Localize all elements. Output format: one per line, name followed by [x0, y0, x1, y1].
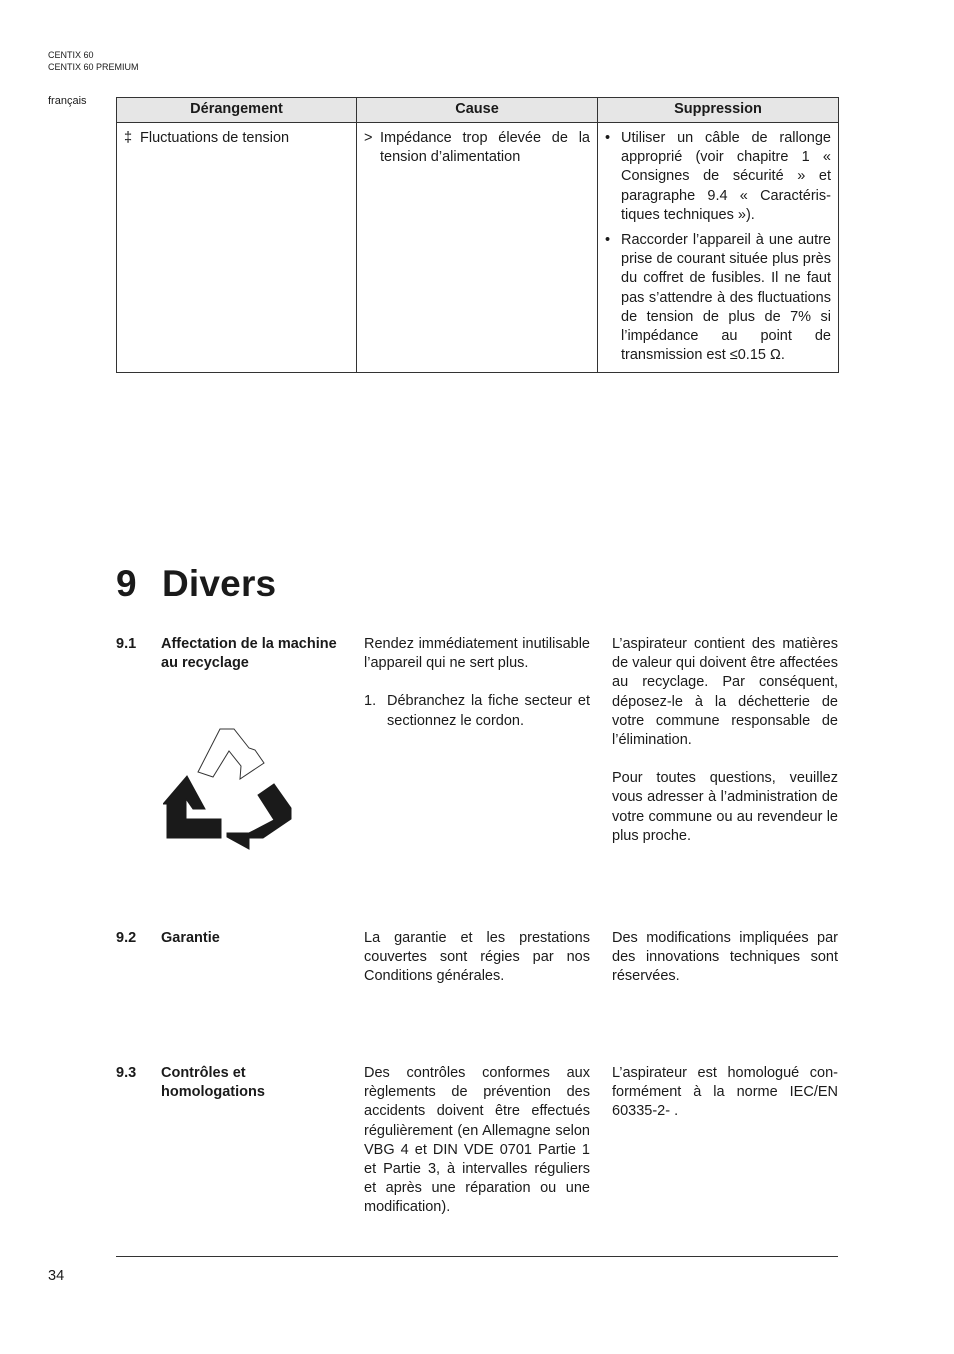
remedy-text: Raccorder l’appareil à une autre prise de courant située plus près du coffret de fusibles. Il ne faut pas s’attendre à des fluctuations de tension de plus de 7% si l’impédance au point de transmission est ≤0.15 Ω.	[621, 232, 831, 364]
fault-cell	[117, 123, 357, 373]
header-cause: Cause	[357, 98, 598, 123]
paragraph: L’aspirateur contient des matières de valeur qui doivent être affectées au recyclage. Par conséquent, déposez-le à la déchetterie de votre commune responsable de l’élimination.	[612, 636, 838, 749]
page-number: 34	[48, 1268, 65, 1284]
intro-paragraph: Rendez immédiatement inutilisable l’appareil qui ne sert plus.	[364, 636, 590, 672]
troubleshooting-table	[116, 97, 839, 373]
model-name-premium: CENTIX 60 PREMIUM	[48, 62, 139, 72]
footer-divider	[116, 1256, 838, 1257]
chapter-title: Divers	[162, 563, 277, 604]
chapter-number: 9	[116, 563, 137, 604]
paragraph: Pour toutes questions, veuillez vous adresser à l’administration de votre commune ou au revendeur le plus proche.	[612, 770, 838, 844]
header-fault: Dérangement	[117, 98, 357, 123]
model-name: CENTIX 60	[48, 50, 94, 60]
document-header	[48, 49, 139, 73]
list-item	[605, 129, 831, 225]
section-number: 9.1	[116, 636, 137, 652]
recycle-icon	[163, 727, 295, 852]
fault-text: Fluctuations de tension	[140, 130, 290, 146]
section-title: Garantie	[161, 930, 220, 946]
section-text-right	[612, 635, 838, 846]
remedy-text: Utiliser un câble de rallonge approprié (voir chapitre 1 « Consignes de sécurité » et paragraphe 9.4 « Caractéristiques techniques »).	[621, 130, 831, 223]
chapter-heading	[116, 563, 276, 605]
language-label: français	[48, 95, 87, 107]
fault-symbol: ‡	[124, 130, 133, 146]
section-text-left	[364, 635, 590, 731]
section-title: Affectation de la machine au recyclage	[161, 636, 337, 672]
bullet: •	[605, 130, 611, 146]
cause-text: Impédance trop élevée de la tension d’alimentation	[380, 130, 590, 166]
remedy-cell	[598, 123, 839, 373]
section-title: Contrôles et homologations	[161, 1065, 265, 1101]
section-text-right: Des modifications impliquées par des innovations techniques sont réservées.	[612, 930, 838, 985]
section-text-right: L’aspirateur est homologué conformément à la norme IEC/EN 60335-2- .	[612, 1065, 838, 1120]
cause-symbol: >	[364, 130, 373, 146]
section-text-left: La garantie et les prestations couvertes sont régies par nos Conditions générales.	[364, 930, 590, 985]
section-text-left: Des contrôles conformes aux règlements de prévention des accidents doivent être effectués régulièrement (en Allemagne selon VBG 4 et DIN VDE 0701 Partie 1 et Partie 3, à intervalles réguliers et après une réparation ou une modification).	[364, 1065, 590, 1216]
step-text: Débranchez la fiche secteur et sectionnez le cordon.	[387, 693, 590, 729]
header-remedy: Suppression	[598, 98, 839, 123]
step-number: 1.	[364, 693, 377, 710]
section-number: 9.2	[116, 930, 137, 946]
table-row	[117, 123, 839, 373]
cause-cell	[357, 123, 598, 373]
section-number: 9.3	[116, 1065, 137, 1081]
bullet: •	[605, 232, 611, 249]
list-item	[605, 231, 831, 365]
numbered-step	[364, 692, 590, 730]
